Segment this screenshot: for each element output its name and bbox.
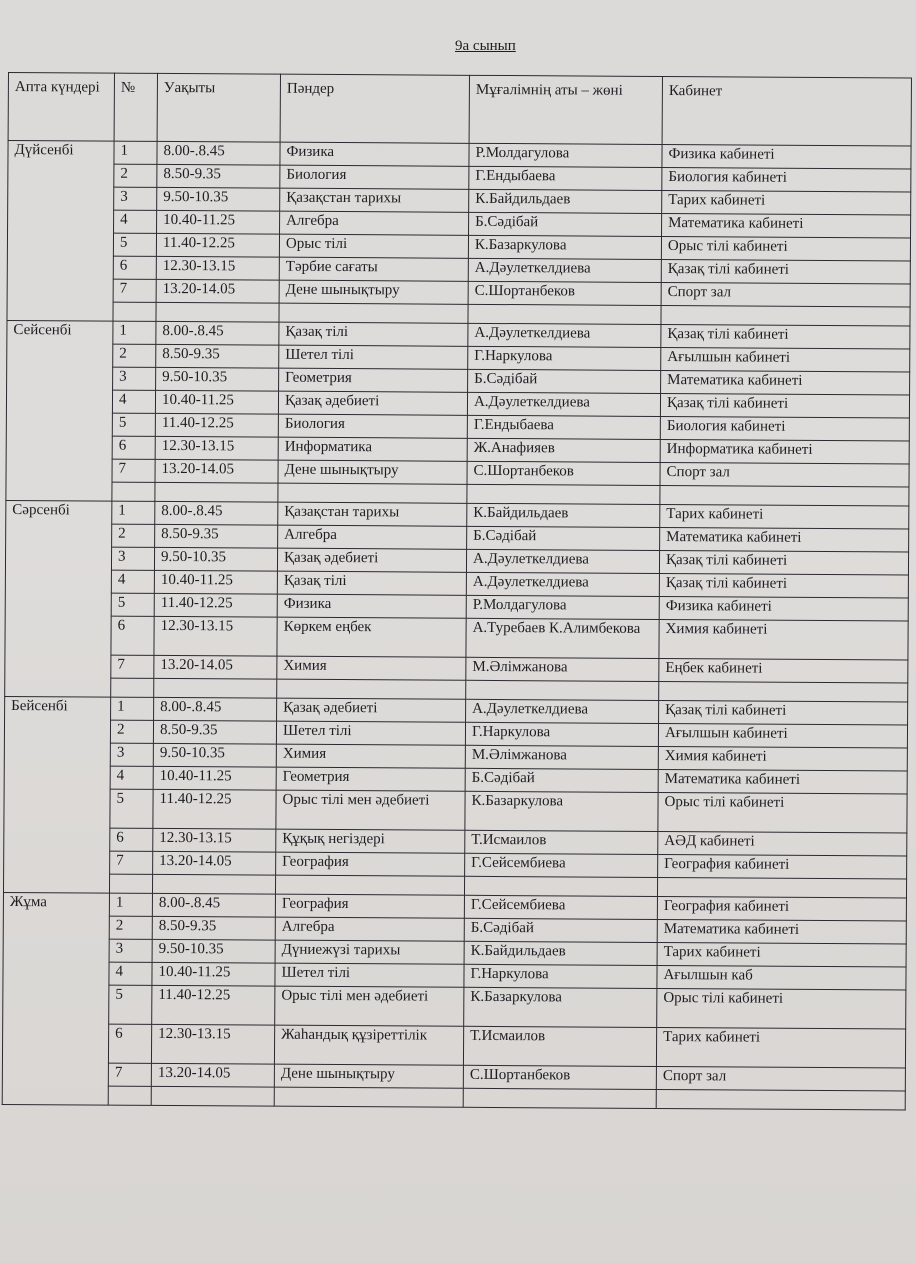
lesson-teacher: К.Базаркулова bbox=[464, 987, 657, 1027]
lesson-teacher: С.Шортанбеков bbox=[467, 461, 660, 485]
lesson-subject: Физика bbox=[280, 142, 469, 166]
lesson-teacher: Б.Сәдібай bbox=[465, 768, 658, 792]
lesson-teacher: К.Базаркулова bbox=[465, 791, 658, 831]
lesson-number: 5 bbox=[110, 789, 153, 828]
document-title: 9а сынып bbox=[455, 38, 516, 54]
lesson-number: 3 bbox=[111, 547, 154, 570]
lesson-teacher: Р.Молдагулова bbox=[469, 143, 662, 167]
empty-cell bbox=[656, 1089, 905, 1110]
lesson-time: 11.40-12.25 bbox=[154, 593, 277, 617]
lesson-time: 10.40-11.25 bbox=[154, 570, 277, 594]
lesson-number: 2 bbox=[113, 344, 156, 367]
lesson-teacher: К.Базаркулова bbox=[468, 235, 661, 259]
lesson-number: 6 bbox=[111, 616, 154, 655]
empty-cell bbox=[279, 303, 468, 323]
table-row bbox=[5, 615, 908, 660]
lesson-room: Биология кабинеті bbox=[662, 167, 911, 192]
empty-cell bbox=[151, 1086, 274, 1106]
lesson-room: Қазақ тілі кабинеті bbox=[659, 573, 908, 598]
lesson-teacher: Ж.Анафияев bbox=[467, 438, 660, 462]
lesson-number: 4 bbox=[110, 766, 153, 789]
empty-cell bbox=[111, 678, 154, 697]
lesson-time: 8.00-.8.45 bbox=[152, 893, 275, 917]
header-subject: Пәндер bbox=[280, 74, 469, 143]
empty-cell bbox=[277, 679, 466, 699]
lesson-number: 5 bbox=[112, 413, 155, 436]
lesson-time: 9.50-10.35 bbox=[156, 367, 279, 391]
lesson-teacher: Г.Ендыбаева bbox=[469, 166, 662, 190]
lesson-time: 9.50-10.35 bbox=[152, 939, 275, 963]
lesson-teacher: Б.Сәдібай bbox=[468, 369, 661, 393]
lesson-number: 4 bbox=[114, 210, 157, 233]
lesson-teacher: Г.Ендыбаева bbox=[467, 415, 660, 439]
lesson-room: Математика кабинеті bbox=[657, 919, 906, 944]
lesson-room: Спорт зал bbox=[661, 282, 910, 307]
lesson-subject: Дене шынықтыру bbox=[274, 1064, 463, 1088]
header-teacher: Мұғалімнің аты – жөні bbox=[469, 75, 662, 144]
lesson-room: Химия кабинеті bbox=[658, 746, 907, 771]
lesson-teacher: Б.Сәдібай bbox=[469, 212, 662, 236]
lesson-teacher: С.Шортанбеков bbox=[468, 281, 661, 305]
lesson-time: 13.20-14.05 bbox=[153, 851, 276, 875]
lesson-teacher: Г.Наркулова bbox=[465, 722, 658, 746]
lesson-teacher: Б.Сәдібай bbox=[464, 918, 657, 942]
lesson-teacher: А.Туребаев К.Алимбекова bbox=[466, 618, 659, 658]
header-row bbox=[8, 73, 911, 147]
lesson-subject: География bbox=[276, 852, 465, 876]
empty-cell bbox=[275, 875, 464, 895]
lesson-room: Математика кабинеті bbox=[658, 769, 907, 794]
lesson-time: 13.20-14.05 bbox=[151, 1063, 274, 1087]
day-name: Дүйсенбі bbox=[7, 141, 114, 322]
lesson-time: 12.30-13.15 bbox=[155, 436, 278, 460]
lesson-subject: Геометрия bbox=[276, 767, 465, 791]
empty-cell bbox=[467, 484, 660, 504]
lesson-number: 7 bbox=[113, 279, 156, 302]
table-row bbox=[4, 788, 907, 833]
lesson-number: 4 bbox=[111, 570, 154, 593]
lesson-time: 8.50-9.35 bbox=[155, 524, 278, 548]
lesson-subject: Алгебра bbox=[278, 525, 467, 549]
lesson-room: Спорт зал bbox=[656, 1066, 905, 1091]
empty-cell bbox=[155, 482, 278, 502]
lesson-teacher: Г.Сейсембиева bbox=[465, 853, 658, 877]
timetable bbox=[2, 72, 912, 1111]
lesson-room: Еңбек кабинеті bbox=[659, 658, 908, 683]
lesson-teacher: М.Әлімжанова bbox=[466, 657, 659, 681]
lesson-room: Қазақ тілі кабинеті bbox=[661, 324, 910, 349]
lesson-time: 12.30-13.15 bbox=[156, 256, 279, 280]
lesson-number: 3 bbox=[109, 939, 152, 962]
lesson-time: 9.50-10.35 bbox=[157, 187, 280, 211]
lesson-room: Тарих кабинеті bbox=[657, 942, 906, 967]
header-time: Уақыты bbox=[157, 73, 280, 142]
lesson-subject: Шетел тілі bbox=[275, 963, 464, 987]
lesson-number: 7 bbox=[110, 851, 153, 874]
lesson-number: 1 bbox=[109, 893, 152, 916]
lesson-time: 10.40-11.25 bbox=[157, 210, 280, 234]
lesson-subject: Алгебра bbox=[280, 211, 469, 235]
lesson-subject: Шетел тілі bbox=[279, 345, 468, 369]
lesson-number: 3 bbox=[113, 367, 156, 390]
lesson-time: 12.30-13.15 bbox=[153, 828, 276, 852]
lesson-room: Қазақ тілі кабинеті bbox=[659, 700, 908, 725]
empty-cell bbox=[464, 876, 657, 896]
lesson-subject: Көркем еңбек bbox=[277, 617, 466, 657]
header-number: № bbox=[114, 73, 157, 141]
lesson-time: 8.00-.8.45 bbox=[157, 141, 280, 165]
lesson-time: 11.40-12.25 bbox=[156, 233, 279, 257]
lesson-time: 10.40-11.25 bbox=[152, 962, 275, 986]
lesson-room: Математика кабинеті bbox=[662, 213, 911, 238]
lesson-room: Тарих кабинеті bbox=[662, 190, 911, 215]
empty-cell bbox=[156, 302, 279, 322]
lesson-subject: Тәрбие сағаты bbox=[279, 257, 468, 281]
empty-cell bbox=[113, 302, 156, 321]
lesson-teacher: К.Байдильдаев bbox=[464, 941, 657, 965]
lesson-room: Қазақ тілі кабинеті bbox=[661, 259, 910, 284]
lesson-subject: Биология bbox=[278, 414, 467, 438]
day-name: Сәрсенбі bbox=[5, 500, 112, 697]
lesson-room: Қазақ тілі кабинеті bbox=[660, 393, 909, 418]
lesson-number: 7 bbox=[112, 459, 155, 482]
lesson-room: География кабинеті bbox=[657, 896, 906, 921]
lesson-number: 1 bbox=[113, 321, 156, 344]
lesson-room: Қазақ тілі кабинеті bbox=[659, 550, 908, 575]
lesson-room: Орыс тілі кабинеті bbox=[657, 988, 906, 1029]
lesson-room: Тарих кабинеті bbox=[656, 1027, 905, 1068]
table-row bbox=[2, 1023, 905, 1068]
lesson-room: Математика кабинеті bbox=[661, 370, 910, 395]
lesson-number: 5 bbox=[111, 593, 154, 616]
lesson-time: 10.40-11.25 bbox=[155, 390, 278, 414]
empty-cell bbox=[661, 305, 910, 326]
lesson-number: 5 bbox=[109, 985, 152, 1024]
lesson-subject: Қазақ тілі bbox=[279, 322, 468, 346]
lesson-subject: География bbox=[275, 894, 464, 918]
lesson-room: Ағылшын кабинеті bbox=[658, 723, 907, 748]
lesson-time: 11.40-12.25 bbox=[155, 413, 278, 437]
lesson-time: 13.20-14.05 bbox=[154, 655, 277, 679]
lesson-time: 8.50-9.35 bbox=[156, 344, 279, 368]
lesson-subject: Қазақ әдебиеті bbox=[277, 548, 466, 572]
empty-cell bbox=[660, 485, 909, 506]
lesson-time: 8.00-.8.45 bbox=[154, 697, 277, 721]
lesson-room: АӘД кабинеті bbox=[658, 831, 907, 856]
lesson-room: Орыс тілі кабинеті bbox=[658, 792, 907, 833]
lesson-time: 9.50-10.35 bbox=[153, 743, 276, 767]
lesson-subject: Орыс тілі мен әдебиеті bbox=[276, 790, 465, 830]
lesson-room: Ағылшын кабинеті bbox=[661, 347, 910, 372]
lesson-time: 13.20-14.05 bbox=[155, 459, 278, 483]
empty-cell bbox=[463, 1088, 656, 1108]
lesson-number: 5 bbox=[113, 233, 156, 256]
lesson-teacher: А.Дәулеткелдиева bbox=[466, 572, 659, 596]
lesson-teacher: А.Дәулеткелдиева bbox=[468, 323, 661, 347]
empty-cell bbox=[154, 678, 277, 698]
lesson-room: Физика кабинеті bbox=[659, 596, 908, 621]
lesson-time: 8.00-.8.45 bbox=[155, 501, 278, 525]
lesson-time: 9.50-10.35 bbox=[154, 547, 277, 571]
lesson-time: 12.30-13.15 bbox=[154, 616, 277, 656]
lesson-subject: Қазақстан тарихы bbox=[280, 188, 469, 212]
lesson-subject: Құқық негіздері bbox=[276, 829, 465, 853]
lesson-teacher: А.Дәулеткелдиева bbox=[466, 699, 659, 723]
lesson-subject: Химия bbox=[277, 656, 466, 680]
lesson-time: 8.50-9.35 bbox=[152, 916, 275, 940]
lesson-number: 2 bbox=[110, 720, 153, 743]
empty-cell bbox=[468, 304, 661, 324]
lesson-room: Физика кабинеті bbox=[662, 144, 911, 169]
lesson-teacher: С.Шортанбеков bbox=[463, 1065, 656, 1089]
lesson-subject: Информатика bbox=[278, 437, 467, 461]
lesson-subject: Орыс тілі bbox=[279, 234, 468, 258]
lesson-teacher: М.Әлімжанова bbox=[465, 745, 658, 769]
lesson-subject: Қазақ әдебиеті bbox=[278, 391, 467, 415]
lesson-subject: Дүниежүзі тарихы bbox=[275, 940, 464, 964]
lesson-subject: Геометрия bbox=[279, 368, 468, 392]
lesson-number: 6 bbox=[113, 256, 156, 279]
lesson-room: Информатика кабинеті bbox=[660, 439, 909, 464]
lesson-room: Ағылшын каб bbox=[657, 965, 906, 990]
lesson-teacher: Т.Исмаилов bbox=[463, 1026, 656, 1066]
day-name: Бейсенбі bbox=[3, 696, 110, 893]
lesson-number: 7 bbox=[111, 655, 154, 678]
lesson-teacher: Б.Сәдібай bbox=[467, 526, 660, 550]
lesson-subject: Биология bbox=[280, 165, 469, 189]
lesson-time: 11.40-12.25 bbox=[152, 985, 275, 1025]
lesson-subject: Дене шынықтыру bbox=[279, 280, 468, 304]
lesson-time: 13.20-14.05 bbox=[156, 279, 279, 303]
lesson-number: 2 bbox=[109, 916, 152, 939]
lesson-subject: Химия bbox=[276, 744, 465, 768]
lesson-teacher: А.Дәулеткелдиева bbox=[468, 258, 661, 282]
table-row bbox=[3, 984, 906, 1029]
lesson-number: 6 bbox=[110, 828, 153, 851]
lesson-teacher: К.Байдильдаев bbox=[467, 503, 660, 527]
empty-cell bbox=[466, 680, 659, 700]
lesson-time: 8.50-9.35 bbox=[153, 720, 276, 744]
lesson-number: 1 bbox=[111, 697, 154, 720]
lesson-teacher: А.Дәулеткелдиева bbox=[467, 392, 660, 416]
header-day: Апта күндері bbox=[8, 73, 114, 142]
lesson-teacher: Г.Сейсембиева bbox=[464, 895, 657, 919]
day-name: Жұма bbox=[2, 892, 109, 1105]
lesson-teacher: Р.Молдагулова bbox=[466, 595, 659, 619]
lesson-room: Математика кабинеті bbox=[660, 527, 909, 552]
lesson-subject: Жаһандық құзіреттілік bbox=[274, 1025, 463, 1065]
lesson-teacher: Г.Наркулова bbox=[468, 346, 661, 370]
lesson-room: Орыс тілі кабинеті bbox=[661, 236, 910, 261]
lesson-subject: Орыс тілі мен әдебиеті bbox=[275, 986, 464, 1026]
day-name: Сейсенбі bbox=[6, 320, 113, 501]
lesson-teacher: К.Байдильдаев bbox=[469, 189, 662, 213]
lesson-number: 1 bbox=[114, 141, 157, 164]
empty-cell bbox=[274, 1087, 463, 1107]
lesson-number: 1 bbox=[112, 501, 155, 524]
lesson-teacher: Г.Наркулова bbox=[464, 964, 657, 988]
lesson-time: 8.50-9.35 bbox=[157, 164, 280, 188]
lesson-time: 8.00-.8.45 bbox=[156, 321, 279, 345]
lesson-teacher: А.Дәулеткелдиева bbox=[466, 549, 659, 573]
empty-cell bbox=[152, 874, 275, 894]
lesson-room: Спорт зал bbox=[660, 462, 909, 487]
lesson-number: 2 bbox=[112, 524, 155, 547]
lesson-time: 10.40-11.25 bbox=[153, 766, 276, 790]
lesson-room: Тарих кабинеті bbox=[660, 504, 909, 529]
lesson-subject: Физика bbox=[277, 594, 466, 618]
lesson-teacher: Т.Исмаилов bbox=[465, 830, 658, 854]
timetable-body bbox=[2, 141, 911, 1110]
lesson-number: 7 bbox=[108, 1063, 151, 1086]
empty-cell bbox=[659, 681, 908, 702]
lesson-number: 4 bbox=[109, 962, 152, 985]
empty-cell bbox=[657, 877, 906, 898]
header-room: Кабинет bbox=[662, 76, 911, 146]
empty-cell bbox=[112, 482, 155, 501]
lesson-number: 3 bbox=[110, 743, 153, 766]
empty-cell bbox=[109, 874, 152, 893]
lesson-subject: Қазақ тілі bbox=[277, 571, 466, 595]
empty-cell bbox=[108, 1086, 151, 1105]
empty-cell bbox=[278, 483, 467, 503]
lesson-subject: Дене шынықтыру bbox=[278, 460, 467, 484]
lesson-subject: Қазақстан тарихы bbox=[278, 502, 467, 526]
lesson-number: 4 bbox=[112, 390, 155, 413]
lesson-number: 3 bbox=[114, 187, 157, 210]
lesson-number: 2 bbox=[114, 164, 157, 187]
lesson-subject: Қазақ әдебиеті bbox=[277, 698, 466, 722]
lesson-subject: Алгебра bbox=[275, 917, 464, 941]
lesson-room: Химия кабинеті bbox=[659, 619, 908, 660]
lesson-room: Биология кабинеті bbox=[660, 416, 909, 441]
lesson-time: 11.40-12.25 bbox=[153, 789, 276, 829]
lesson-number: 6 bbox=[112, 436, 155, 459]
lesson-subject: Шетел тілі bbox=[276, 721, 465, 745]
lesson-time: 12.30-13.15 bbox=[151, 1024, 274, 1064]
lesson-number: 6 bbox=[108, 1024, 151, 1063]
lesson-room: География кабинеті bbox=[658, 854, 907, 879]
